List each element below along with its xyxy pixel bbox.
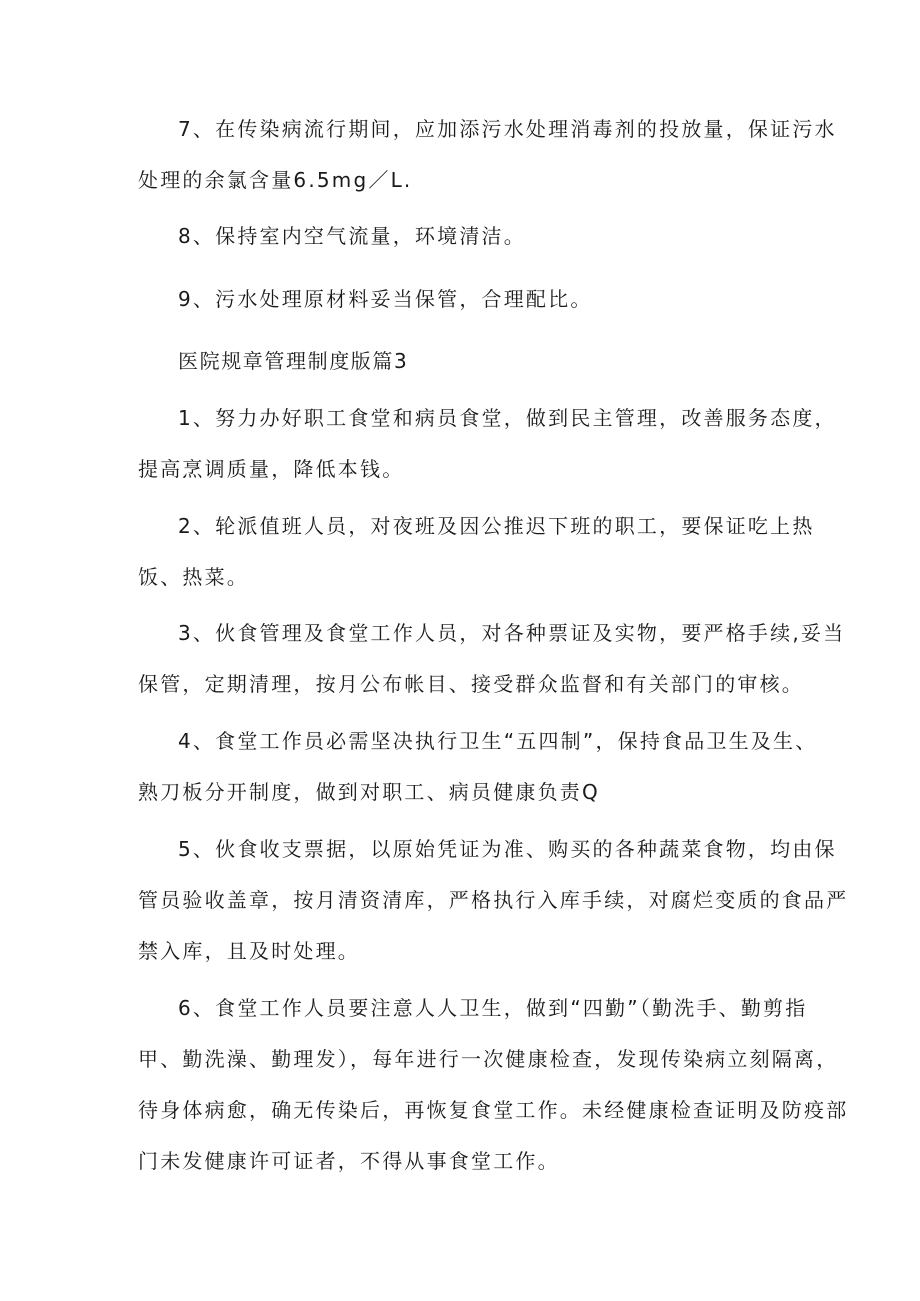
text-line: 3、伙食管理及食堂工作人员，对各种票证及实物，要严格手续,妥当: [178, 621, 846, 645]
text-line: 处理的余氯含量6.5mg／L.: [138, 168, 413, 192]
text-line: 1、努力办好职工食堂和病员食堂，做到民主管理，改善服务态度，: [178, 406, 837, 430]
text-line: 禁入库，且及时处理。: [138, 939, 360, 963]
paragraph-item-7: [138, 104, 837, 206]
text-line: 6、食堂工作人员要注意人人卫生，做到“四勤”（勤洗手、勤剪指: [178, 996, 808, 1020]
text-line: 7、在传染病流行期间，应加添污水处理消毒剂的投放量，保证污水: [178, 117, 837, 141]
text-line: 甲、勤洗澡、勤理发），每年进行一次健康检查，发现传染病立刻隔离，: [138, 1047, 839, 1071]
paragraph-sec3-item-1: [138, 393, 837, 495]
text-line: 2、轮派值班人员，对夜班及因公推迟下班的职工，要保证吃上热: [178, 514, 815, 538]
paragraph-sec3-item-6: [138, 983, 849, 1187]
text-line: 管员验收盖章，按月清资清库，严格执行入库手续，对腐烂变质的食品严: [138, 888, 849, 912]
paragraph-sec3-item-3: [138, 608, 846, 710]
paragraph-sec3-item-4: [138, 716, 818, 818]
paragraph-item-9: [138, 274, 788, 325]
text-line: 待身体病愈，确无传染后，再恢复食堂工作。未经健康检查证明及防疫部: [138, 1098, 849, 1122]
text-line: 4、食堂工作员必需坚决执行卫生“五四制”，保持食品卫生及生、: [178, 729, 818, 753]
text-line: 5、伙食收支票据，以原始凭证为准、购买的各种蔬菜食物，均由保: [178, 837, 837, 861]
text-line: 保管，定期清理，按月公布帐目、接受群众监督和有关部门的审核。: [138, 672, 804, 696]
text-line: 提高烹调质量，降低本钱。: [138, 457, 405, 481]
paragraph-item-8: [138, 211, 788, 262]
text-line: 门未发健康许可证者，不得从事食堂工作。: [138, 1149, 560, 1173]
text-line: 熟刀板分开制度，做到对职工、病员健康负责Q: [138, 780, 600, 804]
text-line: 饭、热菜。: [138, 565, 249, 589]
section-heading: [138, 336, 788, 387]
text-line: 9、污水处理原材料妥当保管，合理配比。: [178, 287, 593, 311]
paragraph-sec3-item-2: [138, 501, 815, 603]
text-line: 8、保持室内空气流量，环境清洁。: [178, 224, 526, 248]
heading-text: 医院规章管理制度版篇3: [178, 349, 409, 373]
paragraph-sec3-item-5: [138, 824, 849, 977]
